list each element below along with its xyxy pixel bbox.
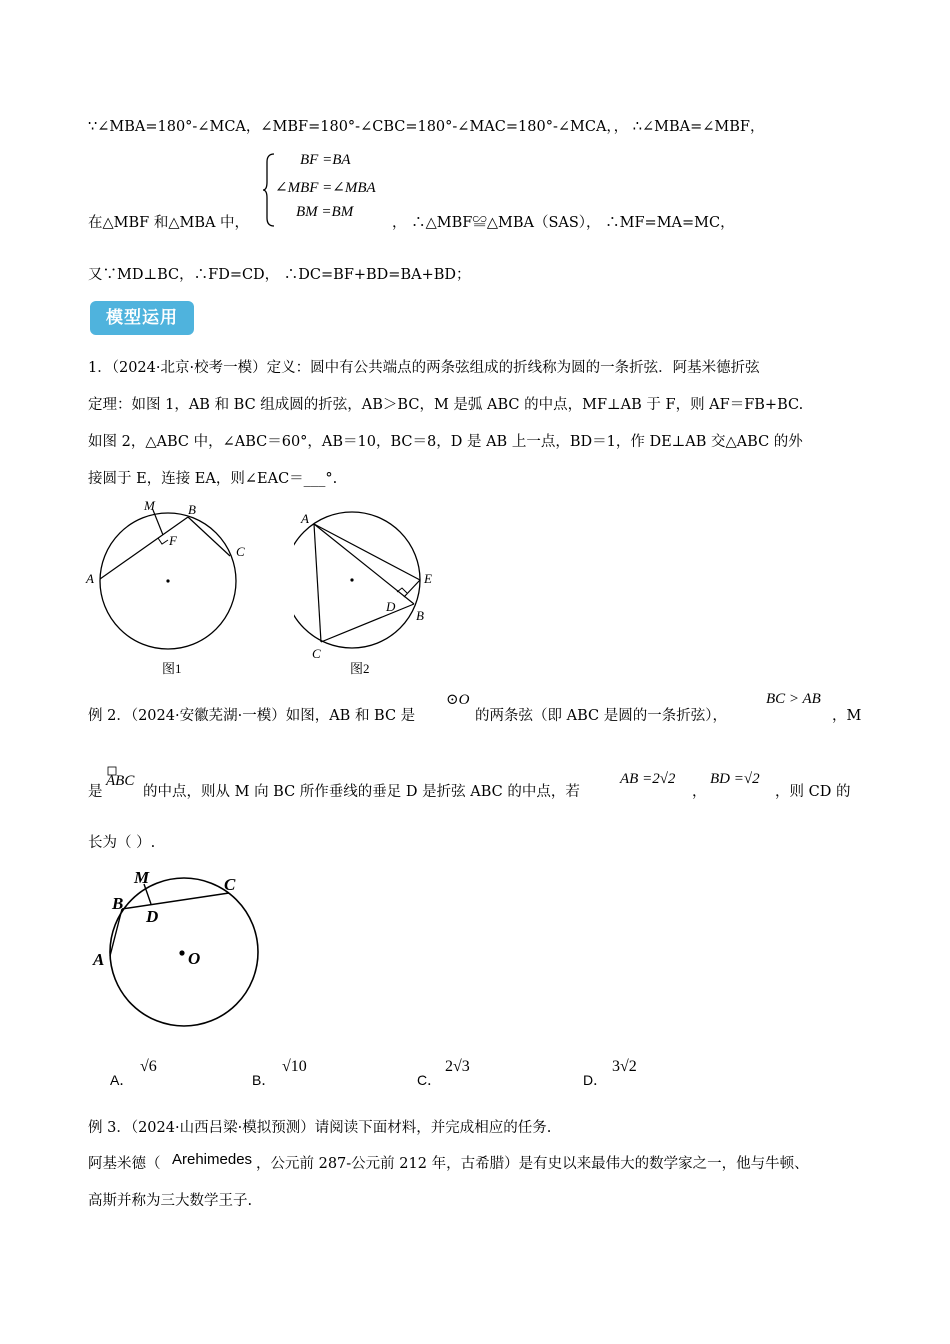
fig1-label-m: M — [144, 498, 155, 513]
figure-ex2 — [88, 864, 264, 1034]
ex2-comma: ， — [692, 784, 707, 800]
option-a-label: A． — [110, 1072, 134, 1088]
ex3-line-1: 例 3．（2024·山西吕梁·模拟预测）请阅读下面材料，并完成相应的任务. — [88, 1120, 552, 1136]
ex2-line-1b: 的两条弦（即 ABC 是圆的一条折弦）， — [475, 708, 727, 724]
ex2-circle-o: ⊙O — [446, 692, 470, 708]
ex2-line-2c: ，则 CD 的 — [775, 784, 851, 800]
figure-2 — [294, 506, 442, 682]
ex2-fig-label-c: C — [224, 875, 236, 894]
fig2-label-a: A — [301, 511, 309, 526]
fig1-label-a: A — [86, 571, 94, 586]
option-b-value: √10 — [282, 1058, 307, 1075]
proof-line-1: ∵∠MBA=180°-∠MCA，∠MBF=180°-∠CBC=180°-∠MAC=180°-∠MCA，， ∴∠MBA=∠MBF， — [88, 119, 765, 135]
q1-line-3: 如图 2，△ABC 中，∠ABC＝60°，AB＝10，BC＝8，D 是 AB 上一点，BD＝1，作 DE⊥AB 交△ABC 的外 — [88, 434, 803, 450]
ex2-ab-value: AB =2√2 — [620, 771, 676, 787]
ex3-line-2a: 阿基米德（ — [88, 1156, 161, 1172]
fig2-label-c: C — [312, 646, 321, 661]
fig1-label-c: C — [236, 544, 245, 559]
ex2-line-2b: 的中点，则从 M 向 BC 所作垂线的垂足 D 是折弦 ABC 的中点，若 — [143, 784, 580, 800]
proof-line-2a: 在△MBF 和△MBA 中， — [88, 215, 250, 231]
ex3-line-2b: ，公元前 287-公元前 212 年，古希腊）是有史以来最伟大的数学家之一，他与牛顿、 — [256, 1156, 809, 1172]
ex2-line-1a: 例 2．（2024·安徽芜湖·一模）如图，AB 和 BC 是 — [88, 708, 416, 724]
fig1-caption: 图1 — [162, 661, 182, 676]
q1-line-4: 接圆于 E，连接 EA，则∠EAC＝___°. — [88, 471, 338, 487]
option-d-value: 3√2 — [612, 1058, 637, 1075]
ex2-m: ，M — [832, 708, 862, 724]
system-eq-3: BM =BM — [296, 204, 354, 220]
system-eq-2: ∠MBF =∠MBA — [275, 180, 376, 196]
ex2-fig-label-d: D — [146, 907, 159, 926]
ex2-line-2a: 是 — [88, 784, 103, 800]
ex2-fig-label-m: M — [134, 868, 150, 887]
fig2-label-b: B — [416, 608, 424, 623]
fig1-label-f: F — [169, 533, 177, 548]
option-c-value: 2√3 — [445, 1058, 470, 1075]
ex2-fig-label-o: O — [188, 949, 201, 968]
fig2-caption: 图2 — [350, 661, 370, 676]
arc-mark-icon — [107, 766, 117, 776]
proof-line-2b: ， ∴△MBF≌△MBA（SAS）， ∴MF=MA=MC， — [392, 215, 735, 231]
ex3-name: Arehimedes — [172, 1151, 253, 1168]
ex2-fig-label-a: A — [93, 950, 105, 969]
system-eq-1: BF =BA — [300, 152, 351, 168]
ex2-line-3: 长为（ ）. — [88, 835, 156, 851]
option-a-value: √6 — [140, 1058, 157, 1075]
option-d-label: D． — [583, 1072, 608, 1088]
ex3-line-3: 高斯并称为三大数学王子. — [88, 1193, 253, 1209]
system-brace — [262, 152, 276, 228]
ex2-bd-value: BD =√2 — [710, 771, 760, 787]
fig1-label-b: B — [188, 502, 196, 517]
figure-1 — [84, 496, 260, 680]
ex2-condition: BC > AB — [766, 691, 821, 707]
fig2-label-e: E — [424, 571, 432, 586]
section-badge: 模型运用 — [90, 301, 194, 335]
option-c-label: C． — [417, 1072, 442, 1088]
option-b-label: B． — [252, 1072, 276, 1088]
q1-line-1: 1．（2024·北京·校考一模）定义：圆中有公共端点的两条弦组成的折线称为圆的一条折弦．阿基米德折弦 — [88, 360, 760, 376]
fig2-label-d: D — [386, 599, 396, 614]
ex2-fig-label-b: B — [112, 894, 124, 913]
q1-line-2: 定理：如图 1，AB 和 BC 组成圆的折弦，AB＞BC，M 是弧 ABC 的中点，MF⊥AB 于 F，则 AF＝FB+BC. — [88, 397, 804, 413]
proof-line-3: 又∵MD⊥BC，∴FD=CD， ∴DC=BF+BD=BA+BD； — [88, 267, 471, 283]
ex2-arc-abc: ABC — [106, 773, 135, 789]
